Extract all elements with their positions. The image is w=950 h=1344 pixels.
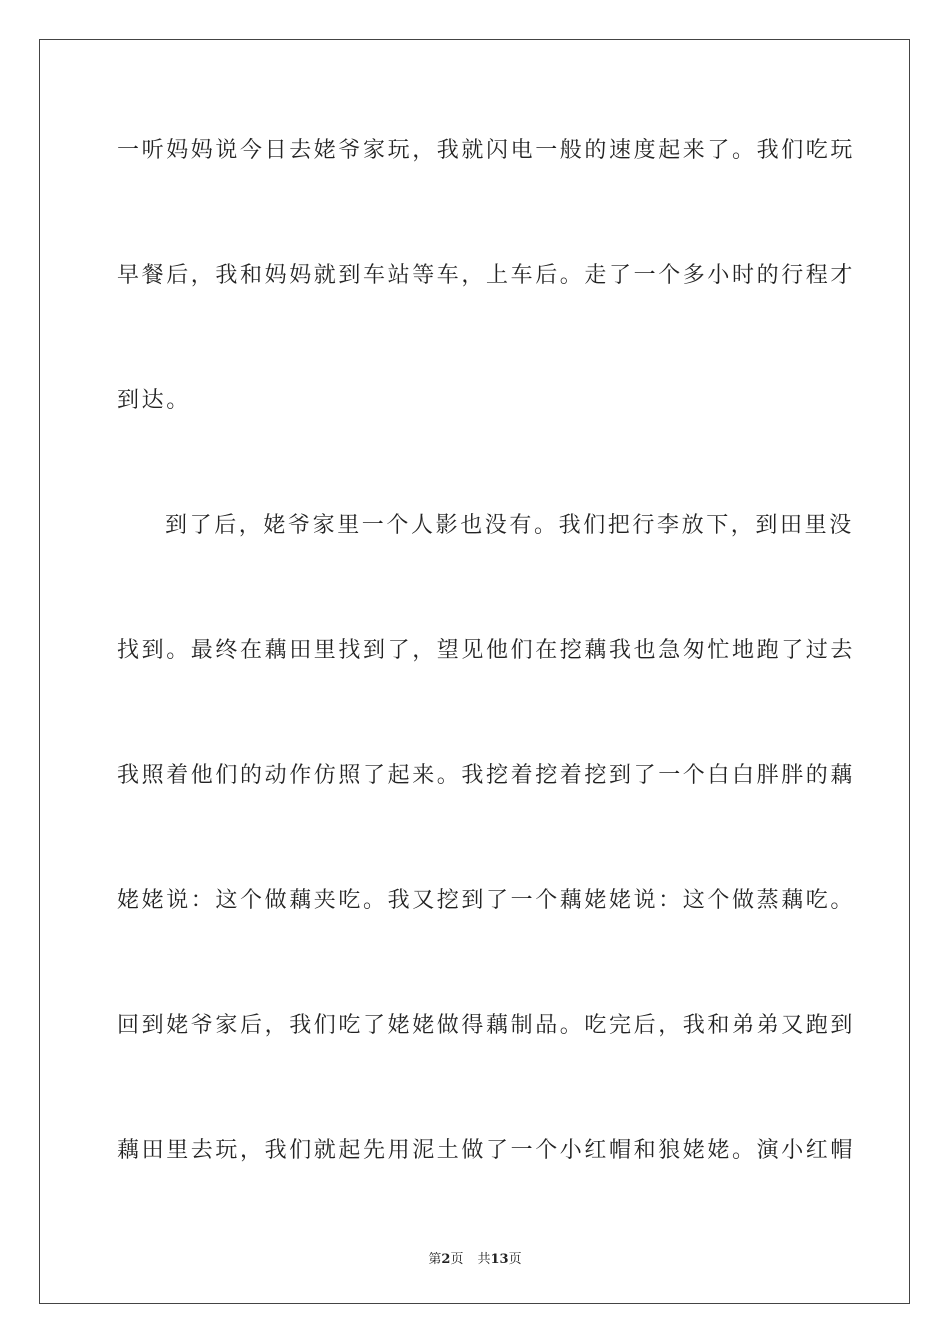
text-line: 到达。 bbox=[117, 388, 191, 413]
page-suffix: 页 bbox=[450, 1252, 464, 1267]
text-line: 我照着他们的动作仿照了起来。我挖着挖着挖到了一个白白胖胖的藕 bbox=[117, 763, 856, 788]
text-line-blank bbox=[117, 308, 837, 371]
total-prefix: 共 bbox=[477, 1252, 491, 1267]
text-line-blank bbox=[117, 558, 837, 621]
text-line-blank bbox=[117, 808, 837, 871]
text-line: 一听妈妈说今日去姥爷家玩，我就闪电一般的速度起来了。我们吃玩 bbox=[117, 138, 856, 163]
text-line: 藕田里去玩，我们就起先用泥土做了一个小红帽和狼姥姥。演小红帽 bbox=[117, 1138, 856, 1163]
text-line: 找到。最终在藕田里找到了，望见他们在挖藕我也急匆忙地跑了过去 bbox=[117, 638, 856, 663]
text-line-blank bbox=[117, 433, 837, 496]
total-pages-label bbox=[477, 1252, 521, 1267]
text-line: 早餐后，我和妈妈就到车站等车，上车后。走了一个多小时的行程才 bbox=[117, 263, 856, 288]
page-label bbox=[428, 1252, 463, 1267]
text-line-blank bbox=[117, 183, 837, 246]
total-pages: 13 bbox=[490, 1252, 509, 1267]
page-footer bbox=[0, 1248, 950, 1267]
text-line: 回到姥爷家后，我们吃了姥姥做得藕制品。吃完后，我和弟弟又跑到 bbox=[117, 1013, 856, 1038]
page-prefix: 第 bbox=[428, 1252, 442, 1267]
text-line: 姥姥说：这个做藕夹吃。我又挖到了一个藕姥姥说：这个做蒸藕吃。 bbox=[117, 888, 856, 913]
text-line-blank bbox=[117, 1058, 837, 1121]
total-suffix: 页 bbox=[508, 1252, 522, 1267]
document-body bbox=[117, 120, 856, 1183]
page-number: 2 bbox=[441, 1252, 451, 1267]
text-line-blank bbox=[117, 933, 837, 996]
text-line-blank bbox=[117, 683, 837, 746]
paragraph-first-line: 到了后，姥爷家里一个人影也没有。我们把行李放下，到田里没 bbox=[165, 513, 854, 538]
